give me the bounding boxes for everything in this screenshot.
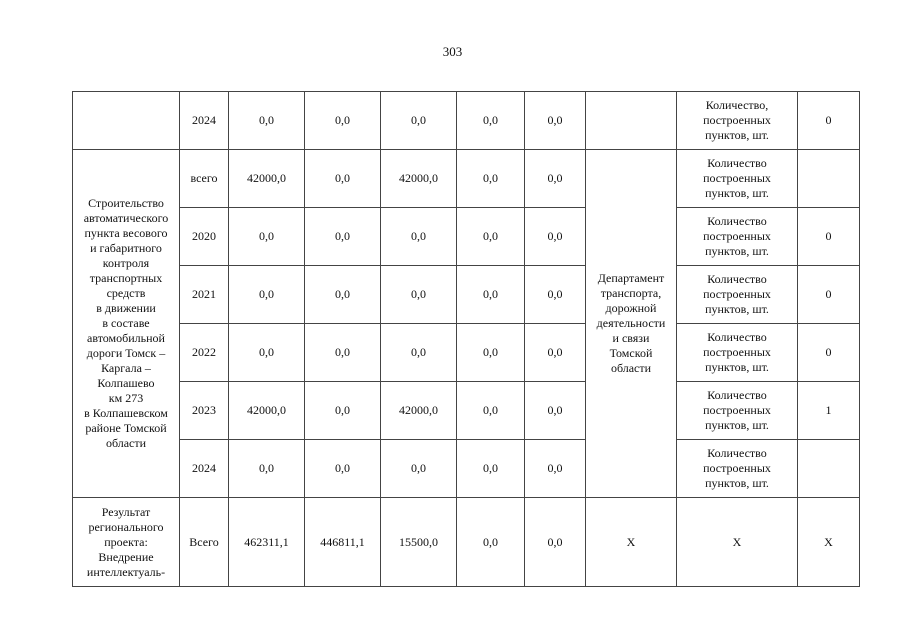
amount-cell: 0,0 [229, 266, 305, 324]
amount-cell: 0,0 [305, 150, 381, 208]
amount-cell: 0,0 [525, 440, 586, 498]
amount-cell: 15500,0 [381, 498, 457, 587]
amount-cell: 0,0 [457, 92, 525, 150]
amount-cell: 0,0 [305, 324, 381, 382]
amount-cell: 0,0 [525, 208, 586, 266]
amount-cell: 0,0 [305, 382, 381, 440]
amount-cell: 0,0 [229, 324, 305, 382]
table-row [73, 440, 860, 498]
amount-cell: 462311,1 [229, 498, 305, 587]
amount-cell: 0,0 [305, 266, 381, 324]
amount-cell: 0,0 [381, 440, 457, 498]
indicator-value-cell: 1 [798, 382, 860, 440]
result-name-cell: Результат регионального проекта: Внедрение интеллектуаль- [73, 498, 180, 587]
year-cell: 2020 [180, 208, 229, 266]
indicator-cell: Количество построенных пунктов, шт. [677, 266, 798, 324]
indicator-value-cell [798, 440, 860, 498]
table-row [73, 324, 860, 382]
year-cell: 2023 [180, 382, 229, 440]
responsible-cell: Департамент транспорта, дорожной деятельности и связи Томской области [586, 150, 677, 498]
responsible-cell [586, 92, 677, 150]
year-cell: 2024 [180, 92, 229, 150]
indicator-value-cell [798, 150, 860, 208]
table-row [73, 382, 860, 440]
amount-cell: 42000,0 [381, 150, 457, 208]
amount-cell: 42000,0 [229, 150, 305, 208]
amount-cell: 0,0 [457, 382, 525, 440]
responsible-cell: Х [586, 498, 677, 587]
budget-table [72, 91, 860, 587]
indicator-cell: Количество построенных пунктов, шт. [677, 382, 798, 440]
amount-cell: 0,0 [381, 266, 457, 324]
year-cell: 2024 [180, 440, 229, 498]
indicator-value-cell: Х [798, 498, 860, 587]
amount-cell: 0,0 [457, 324, 525, 382]
amount-cell: 0,0 [381, 92, 457, 150]
table-row [73, 498, 860, 587]
activity-name-cell: Строительство автоматического пункта весового и габаритного контроля транспортных средств в движении в составе автомобильной дороги Томск – Каргала – Колпашево км 273 в Колпашевском районе Томской области [73, 150, 180, 498]
amount-cell: 42000,0 [381, 382, 457, 440]
indicator-cell: Количество, построенных пунктов, шт. [677, 92, 798, 150]
amount-cell: 0,0 [457, 498, 525, 587]
amount-cell: 0,0 [525, 150, 586, 208]
year-cell: 2021 [180, 266, 229, 324]
indicator-value-cell: 0 [798, 92, 860, 150]
amount-cell: 0,0 [457, 266, 525, 324]
amount-cell: 0,0 [229, 440, 305, 498]
amount-cell: 0,0 [457, 150, 525, 208]
year-cell: 2022 [180, 324, 229, 382]
indicator-cell: Х [677, 498, 798, 587]
indicator-cell: Количество построенных пунктов, шт. [677, 150, 798, 208]
amount-cell: 446811,1 [305, 498, 381, 587]
indicator-cell: Количество построенных пунктов, шт. [677, 208, 798, 266]
table-row [73, 150, 860, 208]
indicator-value-cell: 0 [798, 208, 860, 266]
amount-cell: 0,0 [525, 382, 586, 440]
amount-cell: 0,0 [305, 208, 381, 266]
indicator-cell: Количество построенных пунктов, шт. [677, 440, 798, 498]
table-row [73, 266, 860, 324]
amount-cell: 0,0 [457, 208, 525, 266]
table-row [73, 92, 860, 150]
indicator-value-cell: 0 [798, 266, 860, 324]
name-cell [73, 92, 180, 150]
amount-cell: 0,0 [457, 440, 525, 498]
amount-cell: 0,0 [381, 208, 457, 266]
year-cell: Всего [180, 498, 229, 587]
amount-cell: 0,0 [525, 266, 586, 324]
amount-cell: 0,0 [305, 440, 381, 498]
amount-cell: 0,0 [525, 498, 586, 587]
indicator-cell: Количество построенных пунктов, шт. [677, 324, 798, 382]
amount-cell: 0,0 [381, 324, 457, 382]
page-number: 303 [442, 44, 463, 59]
amount-cell: 0,0 [525, 324, 586, 382]
indicator-value-cell: 0 [798, 324, 860, 382]
amount-cell: 42000,0 [229, 382, 305, 440]
amount-cell: 0,0 [305, 92, 381, 150]
amount-cell: 0,0 [229, 208, 305, 266]
amount-cell: 0,0 [229, 92, 305, 150]
table-row [73, 208, 860, 266]
amount-cell: 0,0 [525, 92, 586, 150]
year-cell: всего [180, 150, 229, 208]
